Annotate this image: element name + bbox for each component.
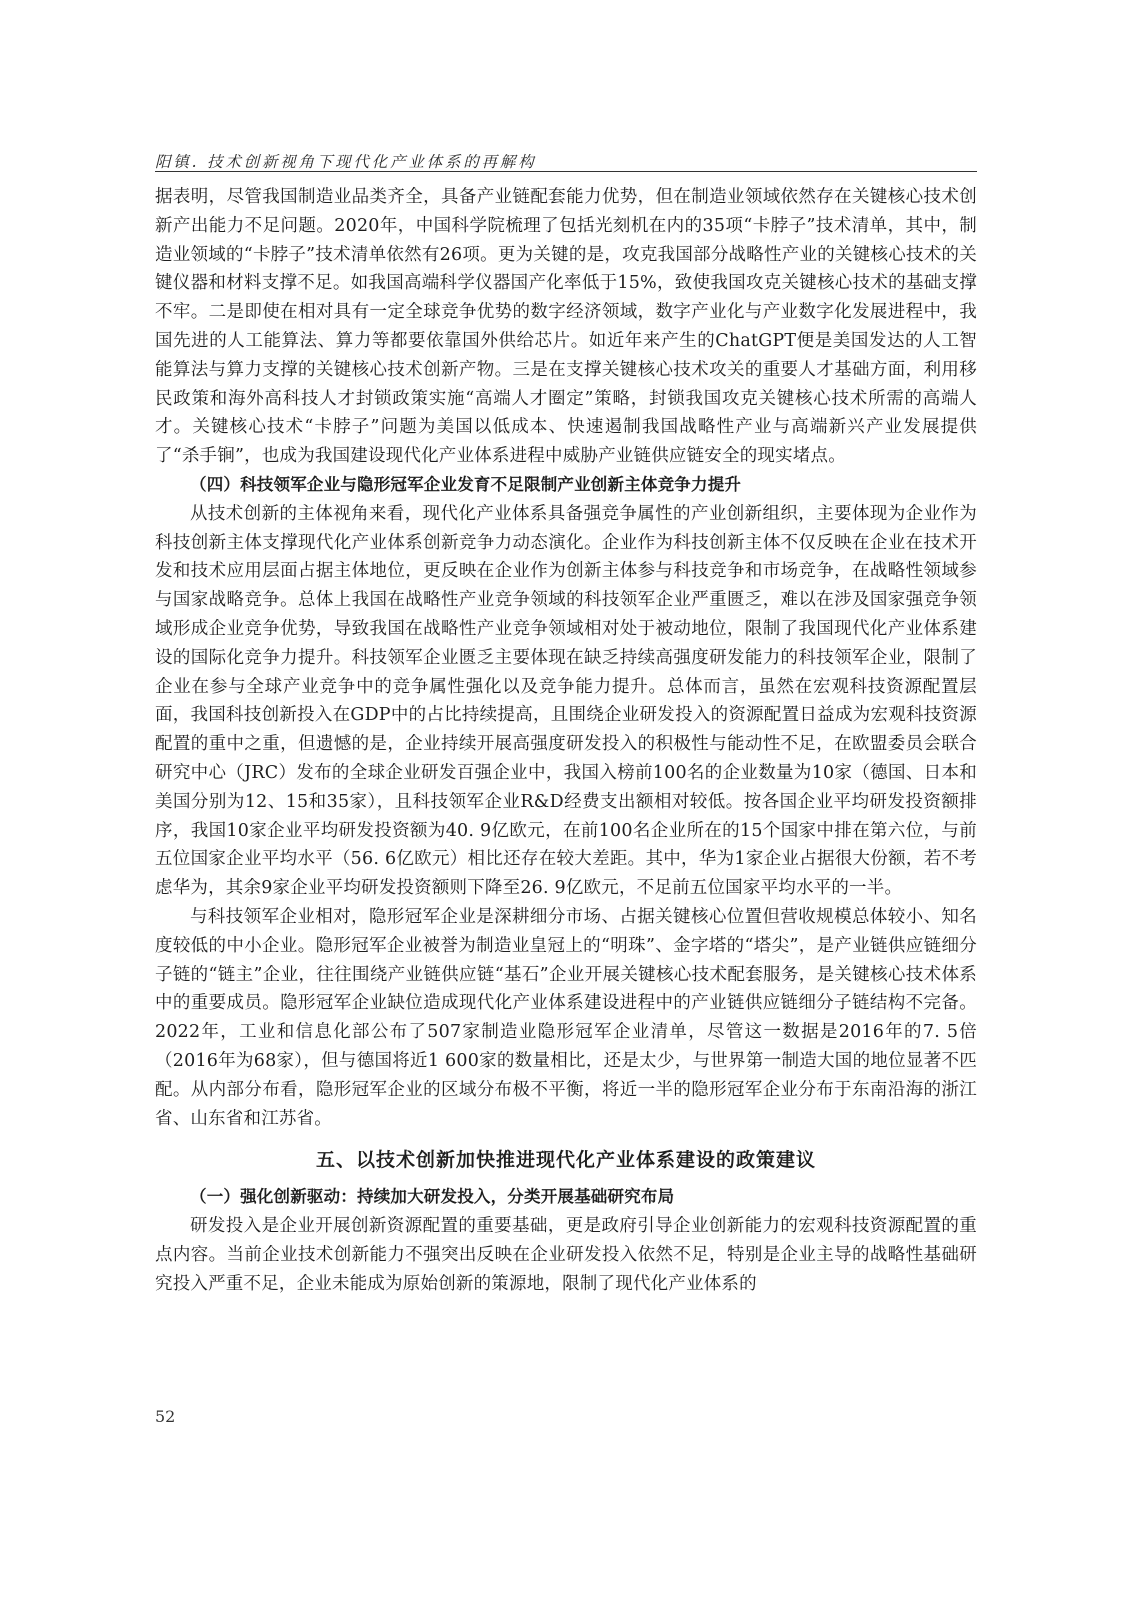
subsection-heading-4: （四）科技领军企业与隐形冠军企业发育不足限制产业创新主体竞争力提升 (190, 474, 742, 494)
page-number: 52 (155, 1407, 176, 1426)
article-body (155, 183, 977, 1298)
body-paragraph-4: 研发投入是企业开展创新资源配置的重要基础，更是政府引导企业创新能力的宏观科技资源配置的重点内容。当前企业技术创新能力不强突出反映在企业研发投入依然不足，特别是企业主导的战略性基础研究投入严重不足，企业未能成为原始创新的策源地，限制了现代化产业体系的 (155, 1216, 977, 1294)
body-paragraph-1: 据表明，尽管我国制造业品类齐全，具备产业链配套能力优势，但在制造业领域依然存在关键核心技术创新产出能力不足问题。2020年，中国科学院梳理了包括光刻机在内的35项“卡脖子”技术清单，其中，制造业领域的“卡脖子”技术清单依然有26项。更为关键的是，攻克我国部分战略性产业的关键核心技术的关键仪器和材料支撑不足。如我国高端科学仪器国产化率低于15%，致使我国攻克关键核心技术的基础支撑不牢。二是即使在相对具有一定全球竞争优势的数字经济领域，数字产业化与产业数字化发展进程中，我国先进的人工能算法、算力等都要依靠国外供给芯片。如近年来产生的ChatGPT便是美国发达的人工智能算法与算力支撑的关键核心技术创新产物。三是在支撑关键核心技术攻关的重要人才基础方面，利用移民政策和海外高科技人才封锁政策实施“高端人才圈定”策略，封锁我国攻克关键核心技术所需的高端人才。关键核心技术“卡脖子”问题为美国以低成本、快速遏制我国战略性产业与高端新兴产业发展提供了“杀手锏”，也成为我国建设现代化产业体系进程中威胁产业链供应链安全的现实堵点。 (155, 187, 977, 467)
running-header: 阳镇. 技术创新视角下现代化产业体系的再解构 (155, 153, 537, 171)
subsection-heading-1: （一）强化创新驱动：持续加大研发投入，分类开展基础研究布局 (190, 1187, 675, 1207)
body-paragraph-3: 与科技领军企业相对，隐形冠军企业是深耕细分市场、占据关键核心位置但营收规模总体较小、知名度较低的中小企业。隐形冠军企业被誉为制造业皇冠上的“明珠”、金字塔的“塔尖”，是产业链供应链细分子链的“链主”企业，往往围绕产业链供应链“基石”企业开展关键核心技术配套服务，是关键核心技术体系中的重要成员。隐形冠军企业缺位造成现代化产业体系建设进程中的产业链供应链细分子链结构不完备。2022年，工业和信息化部公布了507家制造业隐形冠军企业清单，尽管这一数据是2016年的7. 5倍（2016年为68家），但与德国将近1 600家的数量相比，还是太少，与世界第一制造大国的地位显著不匹配。从内部分布看，隐形冠军企业的区域分布极不平衡，将近一半的隐形冠军企业分布于东南沿海的浙江省、山东省和江苏省。 (155, 906, 977, 1129)
section-heading-5: 五、以技术创新加快推进现代化产业体系建设的政策建议 (315, 1149, 816, 1172)
header-rule (155, 171, 977, 172)
body-paragraph-2: 从技术创新的主体视角来看，现代化产业体系具备强竞争属性的产业创新组织，主要体现为企业作为科技创新主体支撑现代化产业体系创新竞争力动态演化。企业作为科技创新主体不仅反映在企业在技术开发和技术应用层面占据主体地位，更反映在企业作为创新主体参与科技竞争和市场竞争，在战略性领域参与国家战略竞争。总体上我国在战略性产业竞争领域的科技领军企业严重匮乏，难以在涉及国家强竞争领域形成企业竞争优势，导致我国在战略性产业竞争领域相对处于被动地位，限制了我国现代化产业体系建设的国际化竞争力提升。科技领军企业匮乏主要体现在缺乏持续高强度研发能力的科技领军企业，限制了企业在参与全球产业竞争中的竞争属性强化以及竞争能力提升。总体而言，虽然在宏观科技资源配置层面，我国科技创新投入在GDP中的占比持续提高，且围绕企业研发投入的资源配置日益成为宏观科技资源配置的重中之重，但遗憾的是，企业持续开展高强度研发投入的积极性与能动性不足，在欧盟委员会联合研究中心（JRC）发布的全球企业研发百强企业中，我国入榜前100名的企业数量为10家（德国、日本和美国分别为12、15和35家），且科技领军企业R&D经费支出额相对较低。按各国企业平均研发投资额排序，我国10家企业平均研发投资额为40. 9亿欧元，在前100名企业所在的15个国家中排在第六位，与前五位国家企业平均水平（56. 6亿欧元）相比还存在较大差距。其中，华为1家企业占据很大份额，若不考虑华为，其余9家企业平均研发投资额则下降至26. 9亿欧元，不足前五位国家平均水平的一半。 (155, 503, 977, 899)
